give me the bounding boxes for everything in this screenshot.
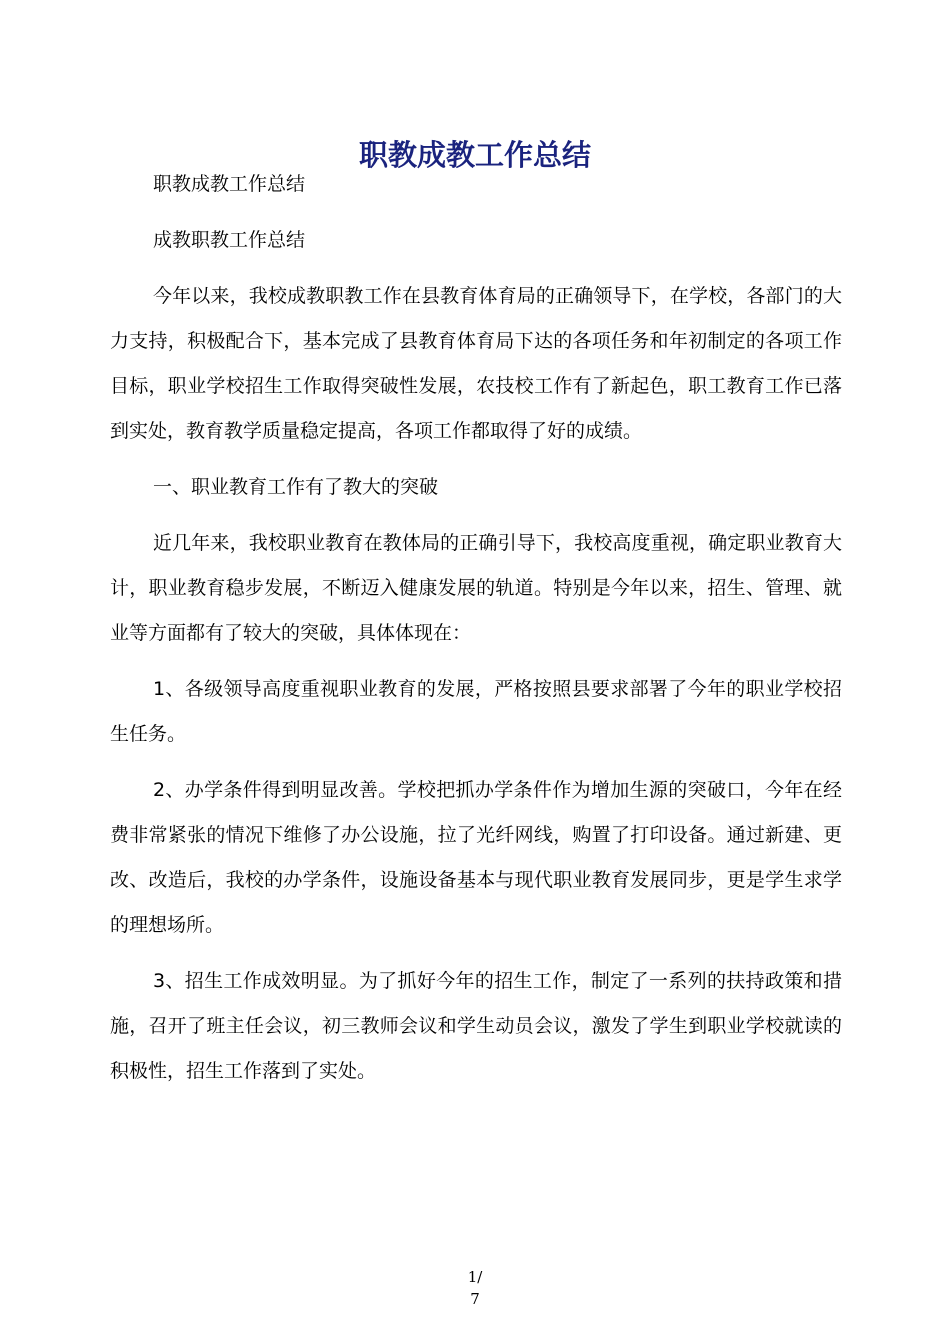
body-paragraph: 今年以来，我校成教职教工作在县教育体育局的正确领导下，在学校，各部门的大力支持，积极配合下，基本完成了县教育体育局下达的各项任务和年初制定的各项工作目标，职业学校招生工作取得突破性发展，农技校工作有了新起色，职工教育工作已落到实处，教育教学质量稳定提高，各项工作都取得了好的成绩。 <box>110 285 842 442</box>
page-number-total: 7 <box>470 1290 480 1308</box>
page-number-current: 1/ <box>467 1268 483 1286</box>
document-body <box>110 162 842 1105</box>
subtitle-paragraph: 成教职教工作总结 <box>153 229 306 251</box>
page-number <box>455 1266 495 1310</box>
section-heading: 一、职业教育工作有了教大的突破 <box>153 476 439 498</box>
body-paragraph: 近几年来，我校职业教育在教体局的正确引导下，我校高度重视，确定职业教育大计，职业教育稳步发展，不断迈入健康发展的轨道。特别是今年以来，招生、管理、就业等方面都有了较大的突破，具体体现在： <box>110 532 842 644</box>
list-item: 1、各级领导高度重视职业教育的发展，严格按照县要求部署了今年的职业学校招生任务。 <box>110 678 842 745</box>
list-item: 2、办学条件得到明显改善。学校把抓办学条件作为增加生源的突破口，今年在经费非常紧张的情况下维修了办公设施，拉了光纤网线，购置了打印设备。通过新建、更改、改造后，我校的办学条件，设施设备基本与现代职业教育发展同步，更是学生求学的理想场所。 <box>110 779 842 936</box>
page-title: 职教成教工作总结 <box>358 138 591 173</box>
list-item: 3、招生工作成效明显。为了抓好今年的招生工作，制定了一系列的扶持政策和措施，召开了班主任会议，初三教师会议和学生动员会议，激发了学生到职业学校就读的积极性，招生工作落到了实处。 <box>110 970 842 1082</box>
subtitle-paragraph: 职教成教工作总结 <box>153 173 306 195</box>
